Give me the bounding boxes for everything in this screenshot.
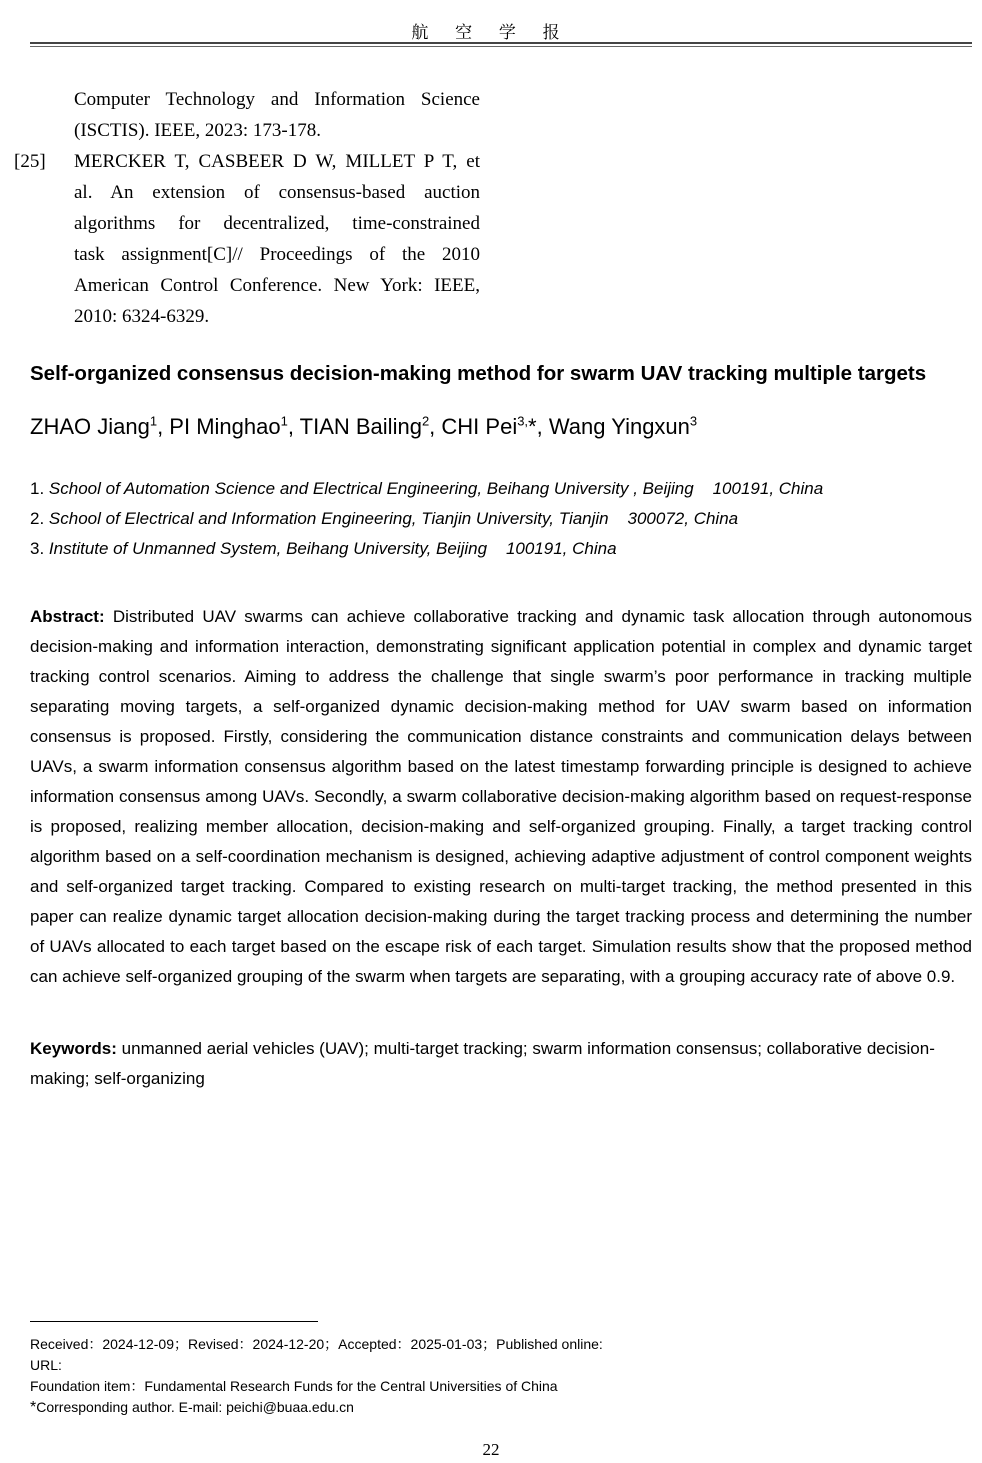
reference-line: al. An extension of consensus-based auction: [74, 182, 480, 203]
reference-line: (ISCTIS). IEEE, 2023: 173-178.: [74, 120, 321, 141]
author-separator: ,: [536, 414, 549, 439]
header-rule-thin: [30, 46, 972, 47]
header-rule: [30, 42, 972, 44]
corresponding-mark: *: [30, 1399, 37, 1416]
journal-header: 航 空 学 报: [411, 23, 571, 42]
reference-line: algorithms for decentralized, time-constrained: [74, 213, 480, 234]
reference-line: [14, 146, 480, 177]
author-separator: ,: [157, 414, 170, 439]
affiliation: [30, 504, 972, 534]
author-name: Wang Yingxun: [548, 414, 690, 439]
footnote-foundation: Foundation item：Fundamental Research Funds for the Central Universities of China: [30, 1378, 558, 1394]
abstract-text: Distributed UAV swarms can achieve collaborative tracking and dynamic task allocation through autonomous decision-making and information interaction, demonstrating significant application potential in complex and dynamic target tracking control scenarios. Aiming to address the challenge that single swarm’s poor performance in tracking multiple separating moving targets, a self-organized dynamic decision-making method for UAV swarm based on information consensus is proposed. Firstly, considering the communication distance constraints and communication delays between UAVs, a swarm information consensus algorithm based on the latest timestamp forwarding principle is designed to achieve information consensus among UAVs. Secondly, a swarm collaborative decision-making algorithm based on request-response is proposed, realizing member allocation, decision-making and self-organized grouping. Finally, a target tracking control algorithm based on a self-coordination mechanism is designed, achieving adaptive adjustment of control component weights and self-organized target tracking. Compared to existing research on multi-target tracking, the method presented in this paper can realize dynamic target allocation decision-making during the target tracking process and determining the number of UAVs allocated to each target based on the escape risk of each target. Simulation results show that the proposed method can achieve self-organized grouping of the swarm when targets are separating, with a grouping accuracy rate of above 0.9.: [30, 607, 972, 986]
affiliation-text: School of Automation Science and Electrical Engineering, Beihang University , Beijing 100191, China: [48, 479, 824, 498]
footnote-rule: [30, 1321, 318, 1322]
corresponding-mark: *: [528, 414, 537, 439]
abstract-label: Abstract:: [30, 607, 105, 626]
author-affiliation-sup: 1: [280, 413, 288, 429]
corresponding-text: Corresponding author. E-mail: peichi@buaa.edu.cn: [36, 1399, 354, 1415]
reference-text: MERCKER T, CASBEER D W, MILLET P T, et: [74, 151, 480, 172]
keywords: [30, 1034, 972, 1094]
reference-line: Computer Technology and Information Science: [74, 89, 480, 110]
author-separator: ,: [429, 414, 442, 439]
reference-list: [14, 84, 480, 332]
affiliation-text: Institute of Unmanned System, Beihang University, Beijing 100191, China: [48, 539, 617, 558]
affiliation-number: 2.: [30, 509, 45, 528]
footnote-url: URL:: [30, 1357, 62, 1373]
footnote-dates: Received：2024-12-09；Revised：2024-12-20；Accepted：2025-01-03；Published online:: [30, 1336, 603, 1352]
affiliation: [30, 474, 972, 504]
affiliation-text: School of Electrical and Information Engineering, Tianjin University, Tianjin 300072, China: [48, 509, 739, 528]
reference-number: [25]: [14, 151, 46, 172]
reference-line: task assignment[C]// Proceedings of the 2010: [74, 244, 480, 265]
affiliation: [30, 534, 972, 564]
footnotes: [30, 1334, 972, 1418]
author-affiliation-sup: 3,: [517, 413, 529, 429]
affiliation-list: [30, 474, 972, 564]
author-name: TIAN Bailing: [299, 414, 422, 439]
reference-line: American Control Conference. New York: IEEE,: [74, 275, 480, 296]
affiliation-number: 3.: [30, 539, 45, 558]
paper-title: Self-organized consensus decision-making method for swarm UAV tracking multiple targets: [30, 362, 927, 385]
author-name: PI Minghao: [169, 414, 281, 439]
author-separator: ,: [287, 414, 300, 439]
author-name: CHI Pei: [441, 414, 518, 439]
affiliation-number: 1.: [30, 479, 45, 498]
keywords-label: Keywords:: [30, 1039, 117, 1058]
author-affiliation-sup: 3: [689, 413, 698, 429]
author-list: [30, 414, 972, 440]
reference-line: 2010: 6324-6329.: [74, 306, 210, 327]
author-affiliation-sup: 1: [149, 413, 158, 429]
abstract: [30, 602, 972, 992]
keywords-text: unmanned aerial vehicles (UAV); multi-target tracking; swarm information consensus; collaborative decision-making; self-organizing: [30, 1039, 935, 1088]
author-affiliation-sup: 2: [421, 413, 430, 429]
page-number: 22: [482, 1440, 500, 1459]
author-name: ZHAO Jiang: [30, 414, 150, 439]
footnote-corresponding: [30, 1397, 972, 1418]
